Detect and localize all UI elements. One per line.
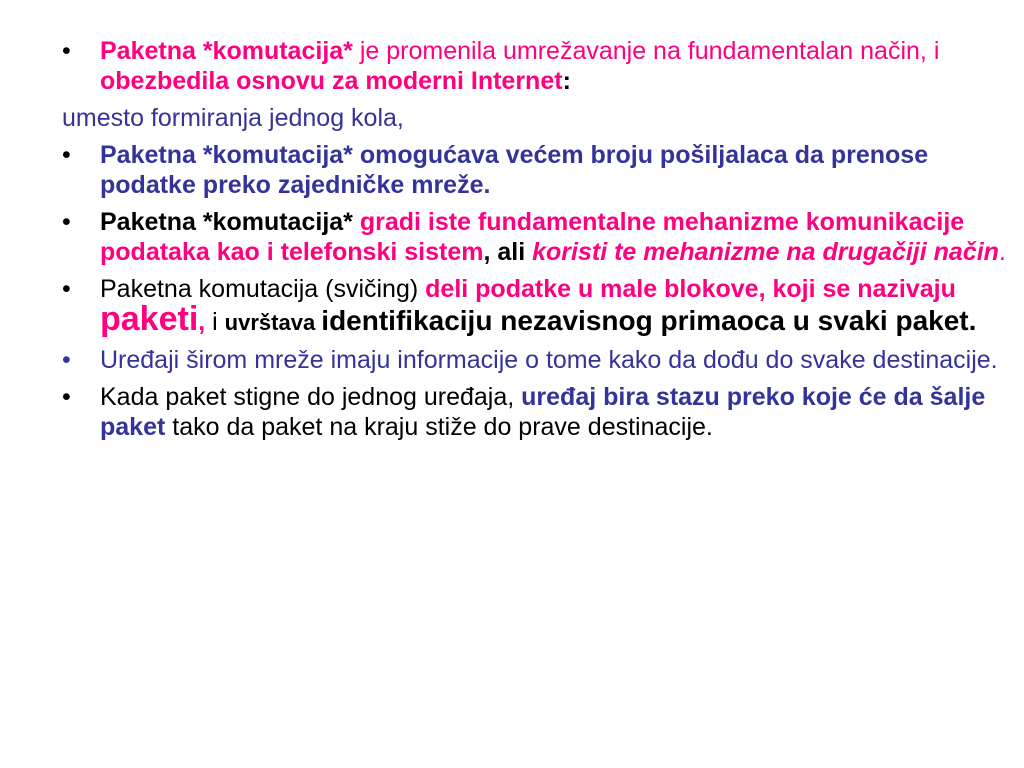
bullet-dot-icon: • — [62, 208, 71, 236]
bullet-dot-icon: • — [62, 275, 71, 303]
text-run: umesto formiranja jednog kola, — [62, 104, 404, 132]
text-run: gradi iste fundamentalne mehanizme komunikacije podataka kao i telefonski sistem — [100, 208, 965, 266]
text-run: Uređaji širom mreže imaju informacije o tome kako da dođu do svake destinacije. — [100, 346, 998, 374]
text-run: deli podatke u male blokove, koji se nazivaju — [425, 275, 956, 303]
bullet-item — [62, 36, 1008, 96]
text-run: tako da paket na kraju stiže do prave destinacije. — [165, 413, 713, 441]
text-run: Paketna *komutacija* — [100, 208, 360, 236]
text-run: Paketna *komutacija* omogućava većem broju pošiljalaca da prenose podatke preko zajedničke mreže. — [100, 141, 929, 199]
text-run: je promenila umrežavanje na fundamentalan način, i — [352, 37, 940, 65]
bullet-dot-icon: • — [62, 141, 71, 169]
text-run: : — [562, 67, 571, 95]
bullet-dot-icon: • — [62, 37, 71, 65]
text-run: koristi te mehanizme na drugačiji način — [532, 238, 999, 266]
bullet-item — [62, 382, 1008, 442]
bullet-dot-icon: • — [62, 383, 71, 411]
bullet-item — [62, 140, 1008, 200]
text-run: . — [998, 238, 1006, 266]
text-run: identifikaciju nezavisnog primaoca u svaki paket. — [321, 305, 977, 336]
text-run: , — [198, 308, 213, 336]
text-run: Kada paket stigne do jednog uređaja, — [100, 383, 522, 411]
text-run: Paketna komutacija (svičing) — [100, 275, 426, 303]
text-run: , ali — [483, 238, 533, 266]
text-run: Paketna *komutacija* — [100, 37, 353, 65]
text-run: uvrštava — [224, 310, 322, 335]
text-run: obezbedila osnovu za moderni Internet — [100, 67, 563, 95]
bullet-item — [62, 274, 1008, 338]
bullet-list — [62, 36, 1008, 442]
bullet-item — [62, 345, 1008, 375]
text-run: i — [212, 308, 225, 336]
text-run: paketi — [100, 300, 199, 338]
bullet-dot-icon: • — [62, 346, 71, 374]
bullet-item — [62, 207, 1008, 267]
plain-line — [62, 103, 1008, 133]
text-run: uređaj bira stazu preko koje će da šalje paket — [100, 383, 986, 441]
